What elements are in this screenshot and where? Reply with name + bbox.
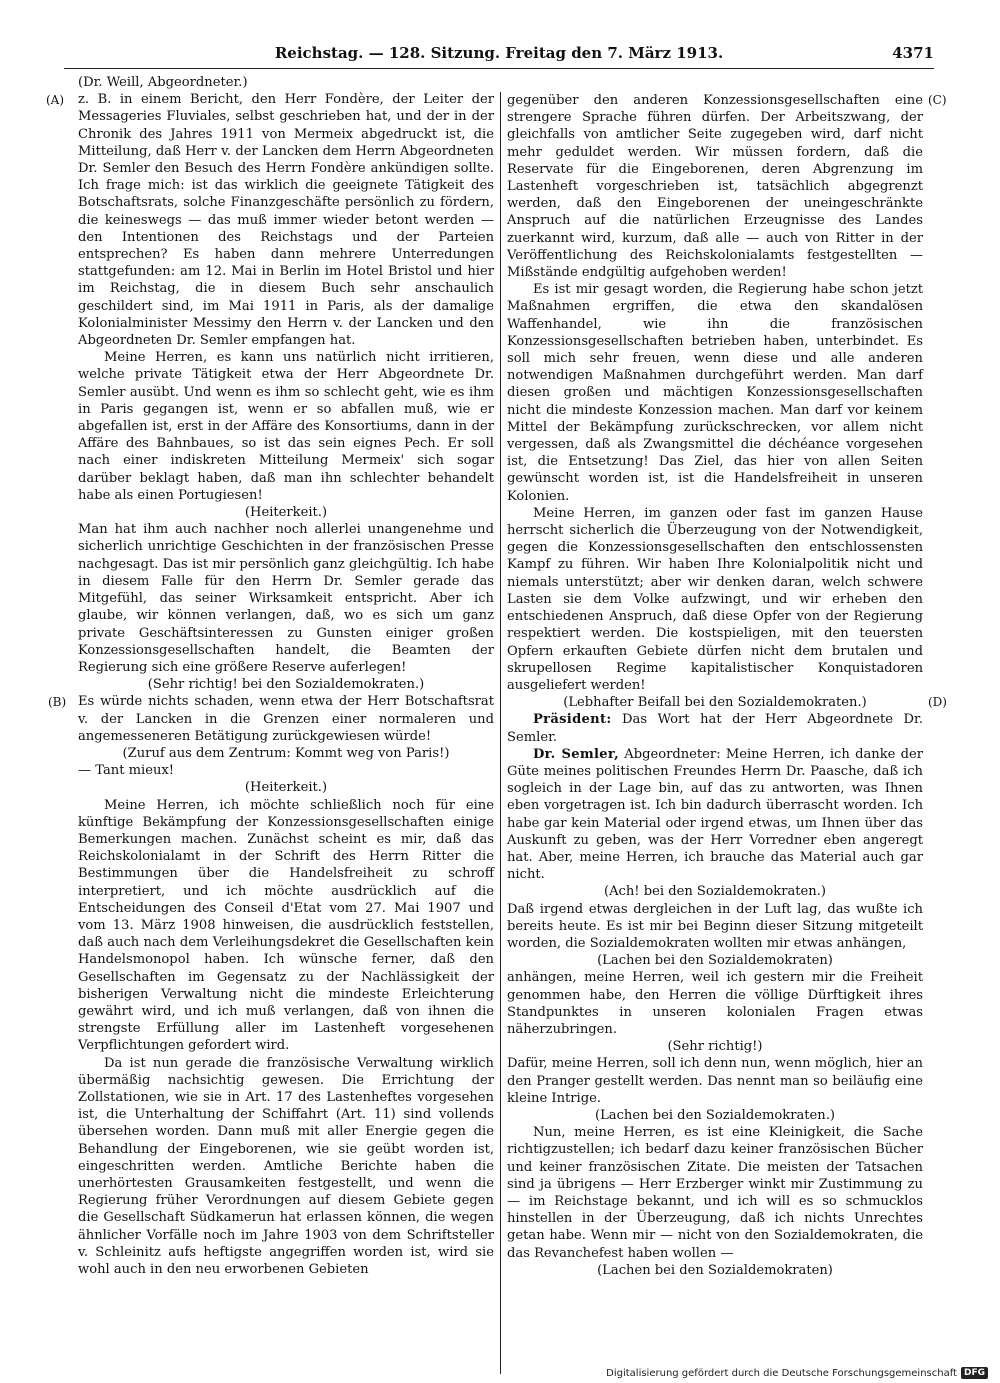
semler-statement xyxy=(507,746,923,884)
paragraph: Meine Herren, im ganzen oder fast im ganzen Hause herrscht sicherlich die Überzeugung von der Notwendigkeit, gegen die Konzessionsgesellschaften den entschlossensten Kampf zu führen. Wir haben Ihre Kolonialpolitik nicht und niemals unterstützt; aber wir denken daran, welch schwere Lasten sie dem Volke aufzwingt, und wir erheben den entschiedenen Anspruch, daß diese Opfer von der Regierung respektiert werden. Die kostspieligen, mit den teuersten Opfern erkauften Gebiete dürfen nicht dem brutalen und skrupellosen Regime kapitalistischer Konquistadoren ausgeliefert werden! xyxy=(507,505,923,693)
paragraph: gegenüber den anderen Konzessionsgesellschaften eine strengere Sprache führen dürfen. Der Arbeitszwang, der gleichfalls von amtlicher Seite zugegeben wird, darf nicht mehr geduldet werden. Wir müssen fordern, daß die Reservate für die Eingeborenen, deren Abgrenzung im Lastenheft vorgeschrieben ist, tatsächlich abgegrenzt werden, daß den Eingeborenen der uneingeschränkte Anspruch auf die natürlichen Erzeugnisse des Landes zuerkannt wird, kurzum, daß alle — auch von Ritter in der Veröffentlichung des Reichskolonialamts festgestellten — Mißstände endgültig aufgehoben werden! xyxy=(507,93,923,281)
paragraph: Meine Herren, es kann uns natürlich nicht irritieren, welche private Tätigkeit etwa der Herr Abgeordnete Dr. Semler ausübt. Und wenn es ihm so schlecht geht, wie es ihm in Paris gegangen ist, wenn er so abfallen muß, wie er abgefallen ist, erst in der Affäre des Konsortiums, dann in der Affäre des Bahnbaues, so ist das sein eignes Pech. Er soll nach einer indiskreten Mitteilung Mermeix' sich sogar darüber beklagt haben, daß man ihn schlechter behandelt habe als einen Portugiesen! xyxy=(78,350,494,503)
interjection: (Heiterkeit.) xyxy=(244,780,328,796)
paragraph: Es ist mir gesagt worden, die Regierung habe schon jetzt Maßnahmen ergriffen, die etwa den skandalösen Waffenhandel, wie ihn die französischen Konzessionsgesellschaften betrieben haben, unterbindet. Es soll mich sehr freuen, wenn diese und alle anderen notwendigen Maßnahmen durchgeführt werden. Man darf diesen großen und mächtigen Konzessionsgesellschaften nicht die mindeste Konzession machen. Man darf vor keinem Mittel der Bekämpfung zurückschrecken, vor allem nicht vergessen, daß als Zwangsmittel die déchéance vorgesehen ist, die Entsetzung! Das Ziel, das hier von allen Seiten gewünscht worden ist, ist die Handelsfreiheit in unseren Kolonien. xyxy=(507,282,923,504)
paragraph: Dafür, meine Herren, soll ich denn nun, wenn möglich, hier an den Pranger gestellt werden. Das nennt man so beiläufig eine kleine Intrige. xyxy=(507,1056,923,1106)
right-column xyxy=(507,92,923,1279)
speaker-text: Abgeordneter: Meine Herren, ich danke der Güte meines politischen Freundes Herrn Dr. Paasche, daß ich sogleich in der Lage bin, auf das zu antworten, was Ihnen eben vorgetragen ist. Ich bin dadurch überrascht worden. Ich habe gar kein Material oder irgend etwas, um Ihnen über das Auskunft zu geben, was der Herr Vorredner eben angeregt hat. Aber, meine Herren, ich brauche das Material auch gar nicht. xyxy=(507,746,923,883)
speaker-note: (Dr. Weill, Abgeordneter.) xyxy=(78,75,248,90)
president-statement xyxy=(507,711,923,745)
margin-marker-d: (D) xyxy=(928,695,947,709)
interjection: (Ach! bei den Sozialdemokraten.) xyxy=(603,884,827,900)
speaker-label: Dr. Semler, xyxy=(533,746,619,762)
interjection: (Lebhafter Beifall bei den Sozialdemokraten.) xyxy=(563,695,867,711)
dfg-logo-icon: DFG xyxy=(961,1367,988,1379)
paragraph: Daß irgend etwas dergleichen in der Luft lag, das wußte ich bereits heute. Es ist mir bei Beginn dieser Sitzung mitgeteilt worden, die Sozialdemokraten wollten mir etwas anhängen, xyxy=(507,901,923,951)
interjection: (Sehr richtig! bei den Sozialdemokraten.) xyxy=(147,677,425,693)
page-number: 4371 xyxy=(892,44,934,62)
margin-marker-a: (A) xyxy=(46,93,65,107)
margin-marker-c: (C) xyxy=(928,93,947,107)
speaker-label: Präsident: xyxy=(533,712,612,728)
left-column xyxy=(78,74,494,1278)
paragraph: Man hat ihm auch nachher noch allerlei unangenehme und sicherlich unrichtige Geschichten in der französischen Presse nachgesagt. Das ist mir persönlich ganz gleichgültig. Ich habe in diesem Falle für den Herrn Dr. Semler gerade das Mitgefühl, das seiner Wirksamkeit entspricht. Aber ich glaube, wir können verlangen, daß, wo es sich um ganz private Geschäftsinteressen zu Gunsten einiger großen Konzessionsgesellschaften handelt, die Beamten der Regierung sich eine größere Reserve auferlegen! xyxy=(78,522,494,675)
header-rule xyxy=(64,68,934,69)
interjection: (Lachen bei den Sozialdemokraten) xyxy=(597,953,833,969)
paragraph: Meine Herren, ich möchte schließlich noch für eine künftige Bekämpfung der Konzessionsgesellschaften einige Bemerkungen machen. Zunächst scheint es mir, daß das Reichskolonialamt in der Schrift des Herrn Ritter die Bestimmungen über die Handelsfreiheit zu schroff interpretiert, und ich möchte ausdrücklich auf die Entscheidungen des Conseil d'Etat vom 27. Mai 1907 und vom 13. März 1908 hinweisen, die ausdrücklich feststellen, daß auch nach dem Verleihungsdekret die Gesellschaften kein Handelsmonopol haben. Ich wünsche ferner, daß den Gesellschaften im Gegensatz zu der Nachlässigkeit der bisherigen Verwaltung nicht die mindeste Erleichterung gewährt wird, und ich muß verlangen, daß von ihnen die strengste Erfüllung aller im Lastenheft vorgesehenen Verpflichtungen gefordert wird. xyxy=(78,797,494,1054)
column-divider xyxy=(500,92,501,1374)
page-header xyxy=(64,44,934,66)
footer xyxy=(606,1367,988,1379)
margin-marker-b: (B) xyxy=(48,695,67,709)
interjection: (Heiterkeit.) xyxy=(244,505,328,521)
paragraph: Es würde nichts schaden, wenn etwa der Herr Botschaftsrat v. der Lancken in die Grenzen einer normaleren und angemesseneren Betätigung zurückgewiesen würde! xyxy=(78,694,494,744)
paragraph: Nun, meine Herren, es ist eine Kleinigkeit, die Sache richtigzustellen; ich bedarf dazu keiner französischen Bücher und keiner französischen Zitate. Die meisten der Tatsachen sind ja übrigens — Herr Erzberger winkt mir Zustimmung zu — im Reichstage bekannt, und ich will es so schmucklos hinstellen in der Überzeugung, daß ich nichts Unrechtes getan habe. Wenn mir — nicht von den Sozialdemokraten, die das Revanchefest haben wollen — xyxy=(507,1125,923,1261)
paragraph: — Tant mieux! xyxy=(78,763,175,779)
paragraph: z. B. in einem Bericht, den Herr Fondère, der Leiter der Messageries Fluviales, selbst geschrieben hat, und der in der Chronik des Jahres 1911 von Mermeix abgedruckt ist, die Mitteilung, daß Herr v. der Lancken dem Herrn Abgeordneten Dr. Semler den Besuch des Herrn Fondère ankündigen sollte. Ich frage mich: ist das wirklich die geeignete Tätigkeit des Botschaftsrats, solche Finanzgeschäfte persönlich zu fördern, die keineswegs — das muß immer wieder betont werden — den Intentionen des Reichstags und der Parteien entsprechen? Es haben dann mehrere Unterredungen stattgefunden: am 12. Mai in Berlin im Hotel Bristol und hier im Reichstag, die in diesem Buch sehr anschaulich geschildert sind, im Mai 1911 in Paris, als der damalige Kolonialminister Messimy den Herrn v. der Lancken und den Abgeordneten Dr. Semler empfangen hat. xyxy=(78,92,494,349)
interjection: (Lachen bei den Sozialdemokraten.) xyxy=(594,1107,835,1123)
interjection: (Lachen bei den Sozialdemokraten) xyxy=(597,1262,833,1278)
paragraph: anhängen, meine Herren, weil ich gestern mir die Freiheit genommen habe, den Herren die völlige Dürftigkeit ihres Standpunktes in unseren kolonialen Fragen etwas näherzubringen. xyxy=(507,970,923,1037)
interjection: (Sehr richtig!) xyxy=(667,1039,763,1055)
speaker-text: Das Wort hat der Herr Abgeordnete Dr. Semler. xyxy=(507,712,923,745)
funding-note: Digitalisierung gefördert durch die Deutsche Forschungsgemeinschaft xyxy=(606,1367,957,1379)
paragraph: Da ist nun gerade die französische Verwaltung wirklich übermäßig nachsichtig gewesen. Die Errichtung der Zollstationen, wie sie in Art. 17 des Lastenheftes vorgesehen ist, die Unterhaltung der Schiffahrt (Art. 11) sind vollends übersehen worden. Dann muß mit aller Energie gegen die Behandlung der Eingeborenen, wie sie geübt worden ist, eingeschritten werden. Amtliche Berichte haben die unerhörtesten Grausamkeiten festgestellt, und wenn die Regierung früher Verordnungen auf diesem Gebiete gegen die Gesellschaft Südkamerun hat erlassen können, die wegen ähnlicher Vorfälle noch im Jahre 1903 von dem Schriftsteller v. Schleinitz aufs heftigste angegriffen worden ist, wird sie wohl auch in den neu erworbenen Gebieten xyxy=(78,1055,494,1278)
running-title: Reichstag. — 128. Sitzung. Freitag den 7. März 1913. xyxy=(274,44,724,62)
interjection: (Zuruf aus dem Zentrum: Kommt weg von Paris!) xyxy=(122,745,450,761)
